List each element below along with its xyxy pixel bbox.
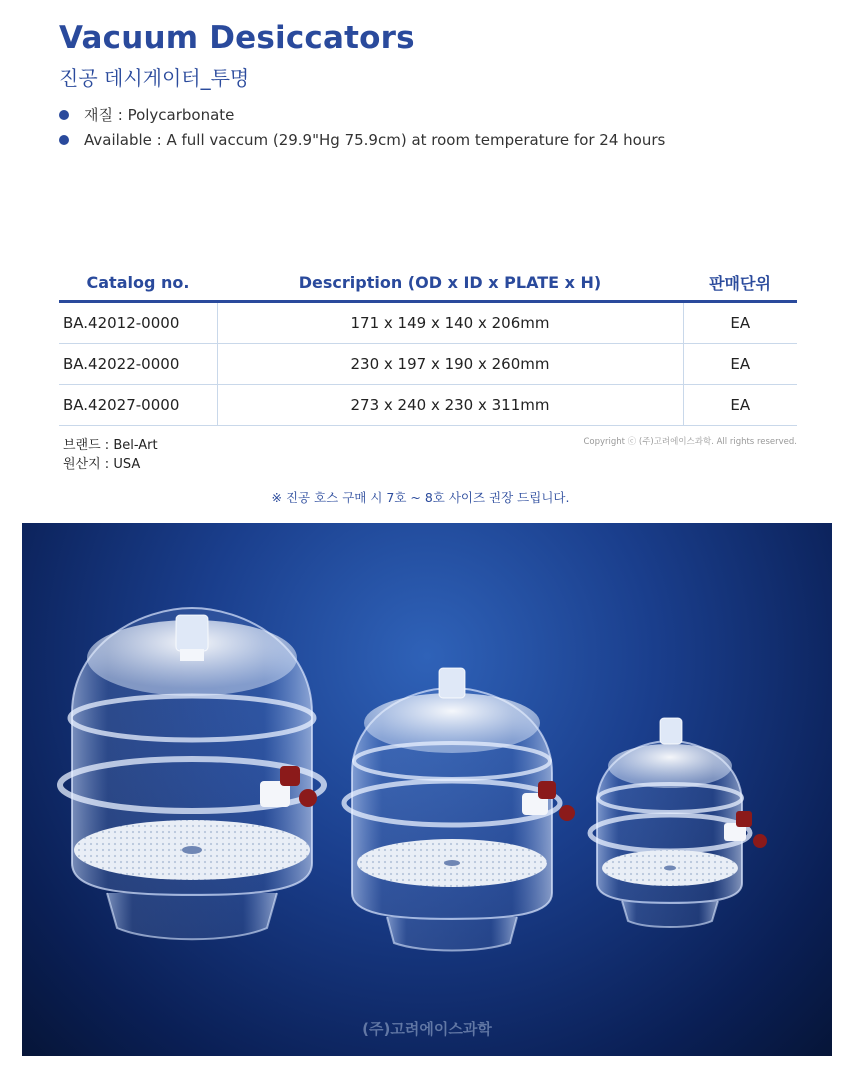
description-cell: 230 x 197 x 190 x 260mm: [217, 344, 683, 385]
vacuum-hose-note: ※ 진공 호스 구매 시 7호 ~ 8호 사이즈 권장 드립니다.: [271, 490, 570, 505]
description-cell: 171 x 149 x 140 x 206mm: [217, 302, 683, 344]
desiccators-illustration: [22, 523, 832, 1056]
catalog-cell: BA.42012-0000: [59, 302, 217, 344]
photo-watermark: (주)고려에이스과학: [362, 1020, 492, 1038]
table-header-row: [59, 265, 797, 302]
spec-table: [59, 265, 797, 426]
feature-text: Available : A full vaccum (29.9"Hg 75.9cm) at room temperature for 24 hours: [84, 131, 666, 149]
page-subtitle: 진공 데시게이터_투명: [59, 66, 250, 90]
feature-material: [59, 104, 665, 129]
desiccator-medium: [344, 668, 575, 951]
unit-cell: EA: [683, 385, 797, 426]
feature-list: [59, 104, 665, 154]
table-row: [59, 385, 797, 426]
unit-cell: EA: [683, 302, 797, 344]
column-header-unit: 판매단위: [683, 265, 797, 302]
catalog-cell: BA.42027-0000: [59, 385, 217, 426]
feature-availability: [59, 129, 665, 154]
product-meta: [63, 436, 158, 474]
column-header-catalog: Catalog no.: [59, 265, 217, 302]
column-header-description: Description (OD x ID x PLATE x H): [217, 265, 683, 302]
page-title: Vacuum Desiccators: [59, 20, 415, 56]
brand-text: 브랜드 : Bel-Art: [63, 438, 158, 453]
description-cell: 273 x 240 x 230 x 311mm: [217, 385, 683, 426]
product-photo: [22, 523, 832, 1056]
desiccator-small: [590, 718, 767, 927]
catalog-cell: BA.42022-0000: [59, 344, 217, 385]
bullet-icon: [59, 110, 69, 120]
desiccator-large: [60, 608, 324, 939]
copyright-text: Copyright ⓒ (주)고려에이스과학. All rights reserved.: [583, 437, 797, 447]
table-row: [59, 344, 797, 385]
unit-cell: EA: [683, 344, 797, 385]
table-row: [59, 302, 797, 344]
origin-text: 원산지 : USA: [63, 457, 141, 472]
bullet-icon: [59, 135, 69, 145]
feature-text: 재질 : Polycarbonate: [84, 106, 235, 124]
